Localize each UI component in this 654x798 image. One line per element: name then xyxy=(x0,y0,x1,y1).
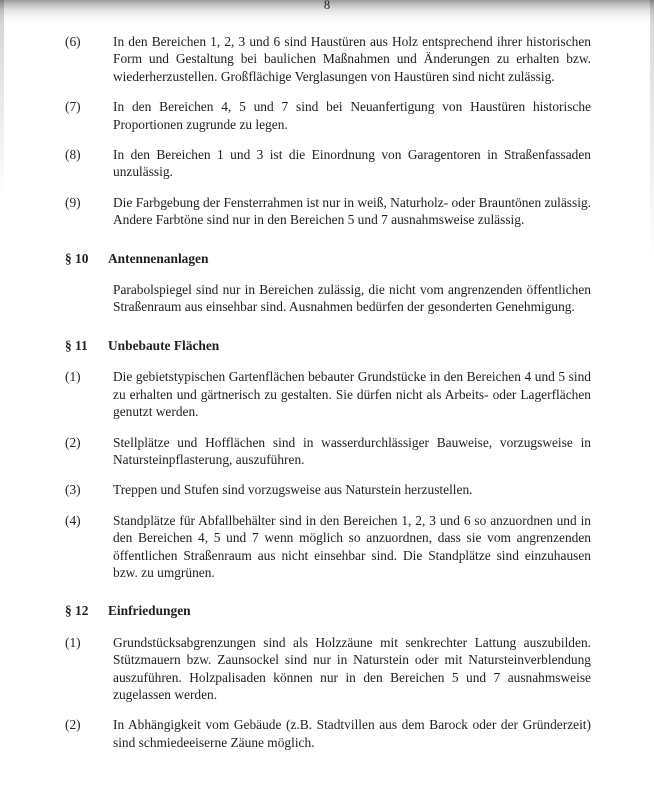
item-number: (7) xyxy=(65,99,81,115)
numbered-item xyxy=(65,146,591,181)
section-title: Einfriedungen xyxy=(108,603,191,619)
item-text: In den Bereichen 4, 5 und 7 sind bei Neuanfertigung von Haustüren historische Proportionen zugrunde zu legen. xyxy=(113,99,591,132)
section-title: Antennenanlagen xyxy=(108,250,209,266)
item-number: (2) xyxy=(65,717,81,733)
item-number: (8) xyxy=(65,147,81,163)
page-edge-shadow-right xyxy=(650,0,654,260)
section-number: § 11 xyxy=(65,337,88,353)
numbered-item xyxy=(65,194,591,229)
item-number: (4) xyxy=(65,512,81,528)
item-number: (3) xyxy=(65,482,81,498)
item-text: Grundstücksabgrenzungen sind als Holzzäune mit senkrechter Lattung auszubilden. Stützmauern bzw. Zaunsockel sind nur in Naturstein oder mit Natursteinverblendung auszuführen. Holzpalisaden können nur in den Bereichen 5 und 7 ausnahmsweise zugelassen werden. xyxy=(113,634,591,702)
numbered-item xyxy=(65,634,591,704)
item-text: Die Farbgebung der Fensterrahmen ist nur in weiß, Naturholz- oder Brauntönen zulässig. Andere Farbtöne sind nur in den Bereichen 5 und 7 ausnahmsweise zulässig. xyxy=(113,194,591,228)
section-heading xyxy=(65,337,591,354)
section-paragraph: Parabolspiegel sind nur in Bereichen zulässig, die nicht vom angrenzenden öffentlichen Straßenraum aus einsehbar sind. Ausnahmen bedürfen der gesonderten Genehmigung. xyxy=(113,282,591,315)
numbered-item xyxy=(65,33,591,85)
document-page xyxy=(65,0,591,751)
numbered-item xyxy=(65,368,591,420)
section-heading xyxy=(65,250,591,267)
item-text: Stellplätze und Hofflächen sind in wasserdurchlässiger Bauweise, vorzugsweise in Natursteinpflasterung, auszuführen. xyxy=(113,434,591,467)
page-number: 8 xyxy=(323,0,331,12)
item-number: (1) xyxy=(65,369,81,385)
item-number: (9) xyxy=(65,194,81,210)
numbered-item xyxy=(65,98,591,133)
section-title: Unbebaute Flächen xyxy=(108,337,220,353)
numbered-item xyxy=(65,512,591,582)
numbered-item xyxy=(65,434,591,469)
item-text: Die gebietstypischen Gartenflächen bebauter Grundstücke in den Bereichen 4 und 5 sind zu erhalten und gärtnerisch zu gestalten. Sie dürfen nicht als Arbeits- oder Lagerflächen genutzt werden. xyxy=(113,369,591,420)
item-text: In Abhängigkeit vom Gebäude (z.B. Stadtvillen aus dem Barock oder der Gründerzeit) sind schmiedeeiserne Zäune möglich. xyxy=(113,717,591,750)
item-text: In den Bereichen 1, 2, 3 und 6 sind Haustüren aus Holz entsprechend ihrer historischen Form und Gestaltung bei baulichen Maßnahmen und Änderungen zu erhalten bzw. wiederherzustellen. Großflächige Verglasungen von Haustüren sind nicht zulässig. xyxy=(113,34,591,84)
numbered-item xyxy=(65,481,591,498)
item-text: Treppen und Stufen sind vorzugsweise aus Naturstein herzustellen. xyxy=(113,482,473,498)
item-number: (2) xyxy=(65,434,81,450)
section-number: § 10 xyxy=(65,250,89,266)
item-text: In den Bereichen 1 und 3 ist die Einordnung von Garagentoren in Straßenfassaden unzulässig. xyxy=(113,147,591,180)
numbered-item xyxy=(65,716,591,751)
item-text: Standplätze für Abfallbehälter sind in den Bereichen 1, 2, 3 und 6 so anzuordnen und in den Bereichen 4, 5 und 7 wenn möglich so anzuordnen, dass sie vom angrenzenden öffentlichen Straßenraum aus nicht einsehbar sind. Die Standplätze sind einzuhausen bzw. zu umgrünen. xyxy=(113,512,591,580)
section-heading xyxy=(65,602,591,619)
page-edge-shadow-left xyxy=(0,0,4,200)
item-number: (1) xyxy=(65,634,81,650)
section-number: § 12 xyxy=(65,603,89,619)
item-number: (6) xyxy=(65,34,81,49)
